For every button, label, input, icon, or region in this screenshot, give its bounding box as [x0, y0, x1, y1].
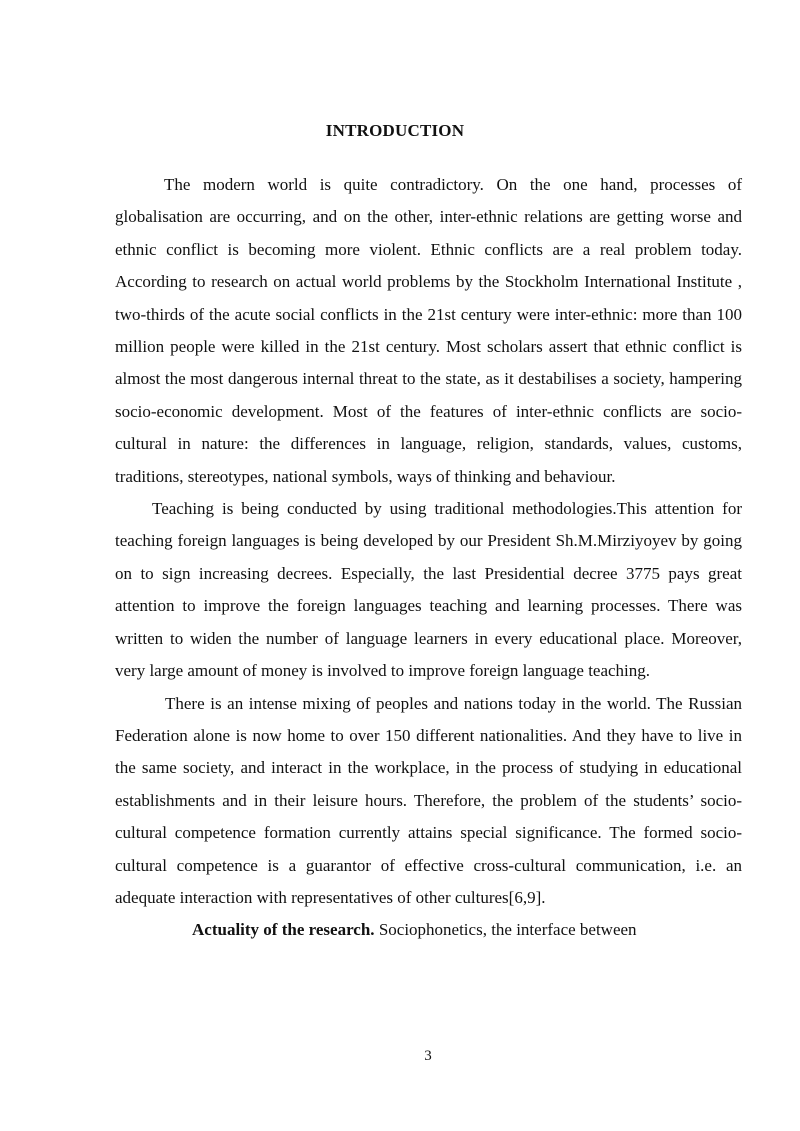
paragraph-teaching: Teaching is being conducted by using traditional methodologies.This attention for teaching foreign languages is being developed by our President Sh.M.Mirziyoyev by going on to sign increasing decrees. Especially, the last Presidential decree 3775 pays great attention to improve the foreign languages teaching and learning processes. There was written to widen the number of language learners in every educational place. Moreover, very large amount of money is involved to improve foreign language teaching.	[115, 499, 742, 681]
paragraph-actuality	[115, 914, 742, 946]
section-heading: INTRODUCTION	[325, 121, 465, 140]
body-text	[115, 169, 742, 947]
page-number: 3	[424, 1048, 432, 1064]
actuality-lead: Actuality of the research.	[192, 920, 375, 940]
paragraph-nationalities: There is an intense mixing of peoples and nations today in the world. The Russian Federation alone is now home to over 150 different nationalities. And they have to live in the same society, and interact in the workplace, in the process of studying in educational establishments and in their leisure hours. Therefore, the problem of the students’ socio-cultural competence formation currently attains special significance. The formed socio-cultural competence is a guarantor of effective cross-cultural communication, i.e. an adequate interaction with representatives of other cultures[6,9].	[115, 693, 742, 907]
actuality-text: Sociophonetics, the interface between	[374, 920, 637, 940]
paragraph-globalisation: The modern world is quite contradictory. On the one hand, processes of globalisation are occurring, and on the other, inter-ethnic relations are getting worse and ethnic conflict is becoming more violent. Ethnic conflicts are a real problem today. According to research on actual world problems by the Stockholm International Institute , two-thirds of the acute social conflicts in the 21st century were inter-ethnic: more than 100 million people were killed in the 21st century. Most scholars assert that ethnic conflict is almost the most dangerous internal threat to the state, as it destabilises a society, hampering socio-economic development. Most of the features of inter-ethnic conflicts are socio-cultural in nature: the differences in language, religion, standards, values, customs, traditions, stereotypes, national symbols, ways of thinking and behaviour.	[115, 175, 742, 486]
